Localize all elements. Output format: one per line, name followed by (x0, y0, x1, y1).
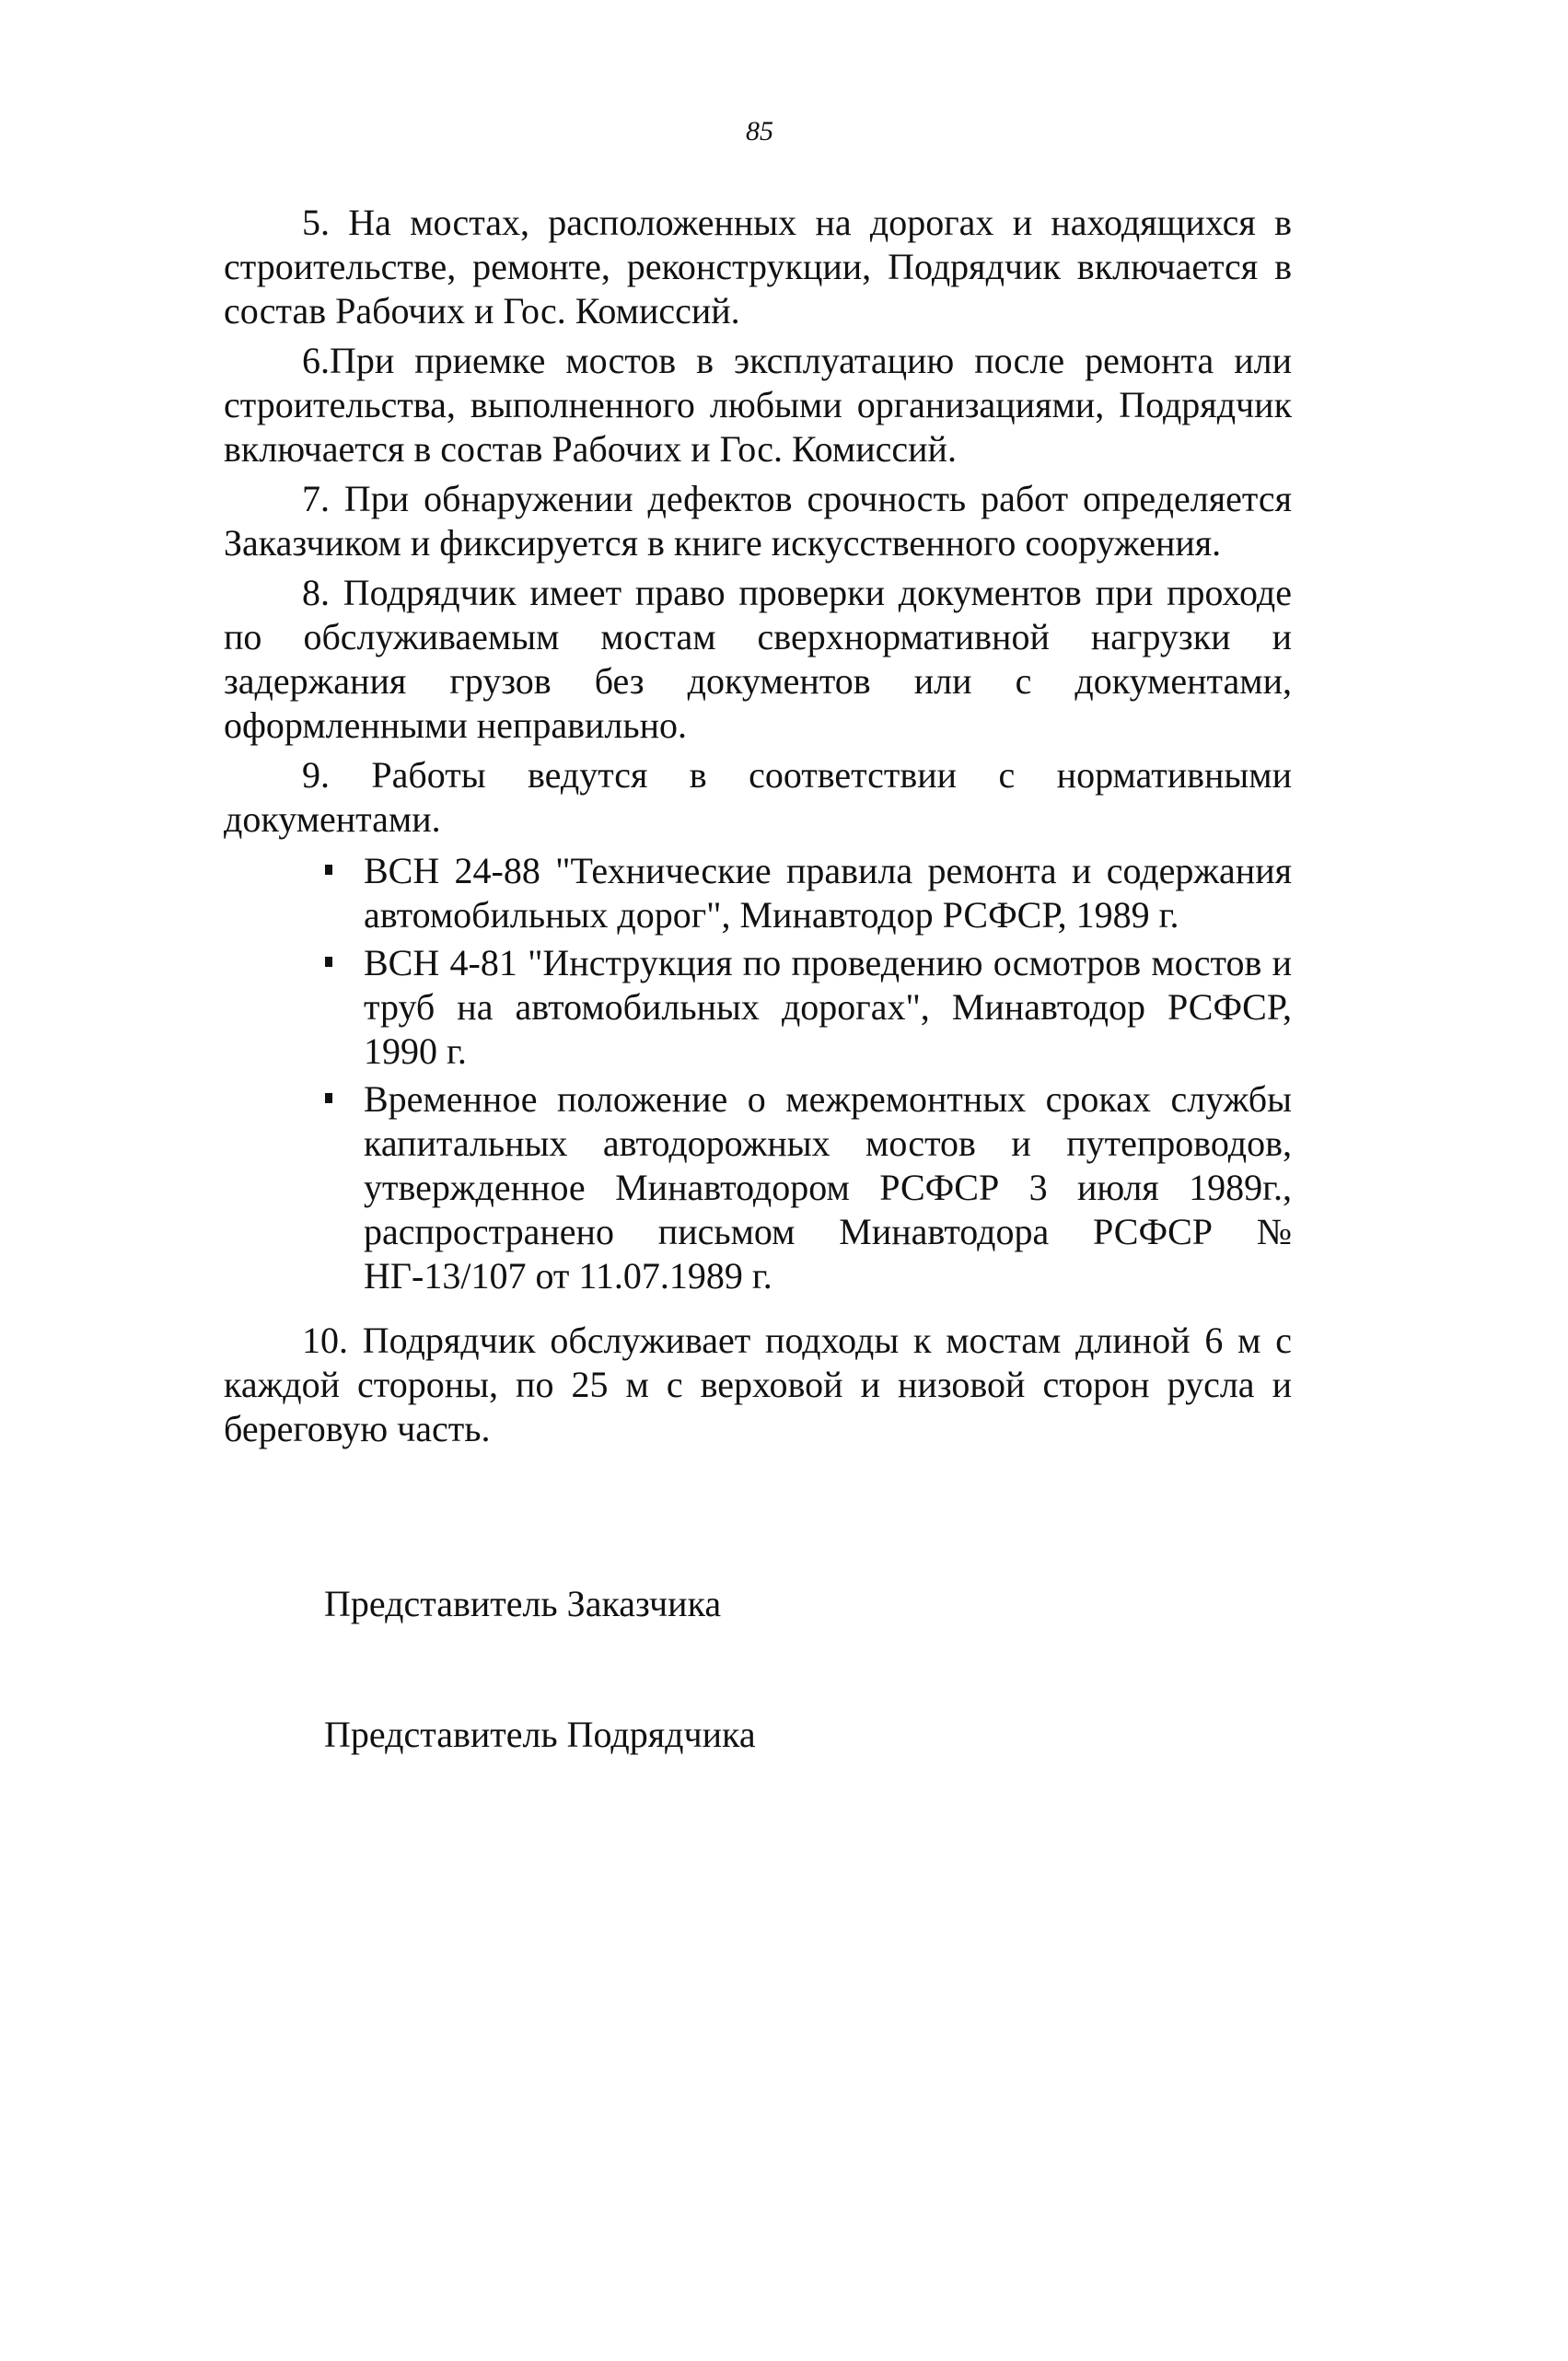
list-item-text: ВСН 24-88 "Технические правила ремонта и содержания автомобильных дорог", Минавтодор РСФСР, 1989 г. (364, 850, 1292, 936)
paragraph-10: 10. Подрядчик обслуживает подходы к мостам длиной 6 м с каждой стороны, по 25 м с верховой и низовой сторон русла и береговую часть. (224, 1320, 1292, 1449)
customer-representative-signature: Представитель Заказчика (324, 1583, 722, 1624)
list-item (364, 1077, 1292, 1298)
contractor-representative-signature: Представитель Подрядчика (324, 1714, 756, 1755)
list-item-text: Временное положение о межремонтных сроках службы капитальных автодорожных мостов и путепроводов, утвержденное Минавтодором РСФСР 3 июля 1989г., распространено письмом Минавтодора РСФСР № НГ-13/107 от 11.07.1989 г. (364, 1078, 1292, 1297)
paragraph-8: 8. Подрядчик имеет право проверки документов при проходе по обслуживаемым мостам сверхнормативной нагрузки и задержания грузов без документов или с документами, оформленными неправильно. (224, 572, 1292, 746)
page-number: 85 (746, 116, 773, 146)
document-body (224, 201, 1292, 1457)
paragraph-5: 5. На мостах, расположенных на дорогах и находящихся в строительстве, ремонте, реконструкции, Подрядчик включается в состав Рабочих и Гос. Комиссий. (224, 202, 1292, 331)
bullet-icon (325, 1093, 332, 1103)
list-item-text: ВСН 4-81 "Инструкция по проведению осмотров мостов и труб на автомобильных дорогах", Минавтодор РСФСР, 1990 г. (364, 942, 1292, 1072)
bullet-icon (325, 865, 332, 875)
paragraph-6: 6.При приемке мостов в эксплуатацию после ремонта или строительства, выполненного любыми организациями, Подрядчик включается в состав Рабочих и Гос. Комиссий. (224, 340, 1292, 470)
list-item (364, 849, 1292, 937)
normative-documents-list (224, 849, 1292, 1298)
bullet-icon (325, 957, 332, 967)
paragraph-9: 9. Работы ведутся в соответствии с нормативными документами. (224, 754, 1292, 840)
list-item (364, 941, 1292, 1074)
paragraph-7: 7. При обнаружении дефектов срочность работ определяется Заказчиком и фиксируется в книге искусственного сооружения. (224, 478, 1292, 564)
